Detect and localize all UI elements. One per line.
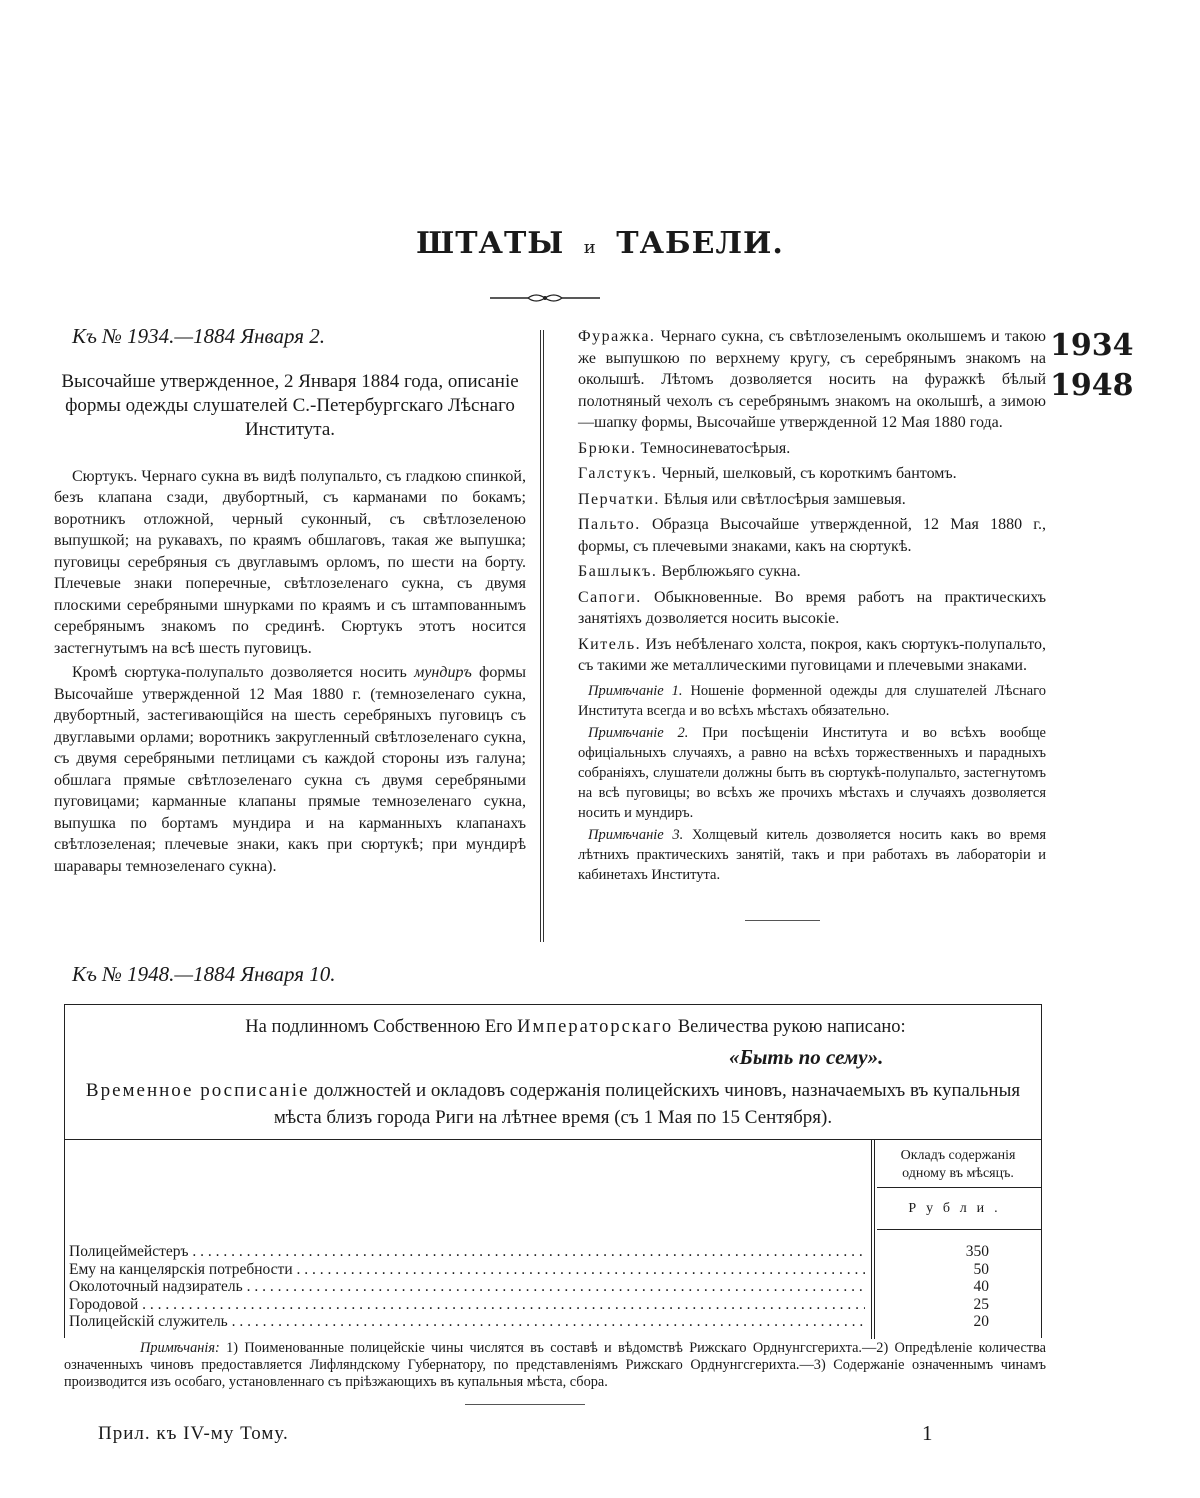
- unit-column-header: Рубли.: [908, 1201, 1008, 1216]
- left-column: [54, 326, 526, 880]
- item-perchatki: Перчатки. Бѣлыя или свѣтлосѣрыя замшевыя.: [578, 490, 906, 508]
- item-kitel: Китель. Изъ небѣленаго холста, покроя, какъ сюртукъ-полупальто, съ такими же металлическими пуговицами и плечевыми знаками.: [578, 635, 1047, 674]
- footnote-label: Примѣчанія:: [140, 1340, 220, 1356]
- paragraph-mundir-rest: формы Высочайше утвержденной 12 Мая 1880 г. (темнозеленаго сукна, двубортный, застегивающійся на шесть серебряныхъ пуговицъ съ двуглавыми орлами; воротникъ закругленный свѣтлозеленаго сукна, съ двумя серебряными петлицами съ каждой стороны изъ галуна; обшлага прямые свѣтлозеленаго сукна съ двумя серебряными пуговицами; карманные клапаны прямые темнозеленаго сукна, выпушка по бортамъ мундира и на карманныхъ клапанахъ свѣтлозеленая; плечевые знаки, какъ при сюртукѣ; при мундирѣ шаравары темнозеленаго сукна).: [54, 664, 527, 875]
- item-galstuk: Галстукъ. Черный, шелковый, съ короткимъ бантомъ.: [578, 465, 957, 482]
- footnote-rule: [465, 1404, 585, 1405]
- paragraph-surtuk: Сюртукъ. Чернаго сукна въ видѣ полупальто, съ гладкою спинкой, безъ клапана сзади, двубортный, съ карманами по бокамъ; воротникъ отложной, черный суконный, съ свѣтлозеленою выпушкой; на рукавахъ, по краямъ обшлаговъ, такая же выпушка; пуговицы серебряныя съ двуглавымъ орломъ, по шести на борту. Плечевые знаки поперечные, свѣтлозеленаго сукна, съ двумя плоскими серебряными шнурками по краямъ и съ штампованнымъ серебрянымъ знакомъ по срединѣ. Сюртукъ этотъ носится застегнутымъ на всѣ шесть пуговицъ.: [54, 467, 526, 657]
- decree-reference-1934: Къ № 1934.—1884 Января 2.: [72, 324, 325, 348]
- table-rows: [69, 1243, 1043, 1331]
- note-2: Примѣчаніе 2. При посѣщеніи Института и во всѣхъ вообще офиціальныхъ случаяхъ, а равно на всѣхъ торжественныхъ и парадныхъ собраніяхъ, слушатели должны быть въ сюртукѣ-полупальто, застегнутомъ на всѣ пуговицы; во всѣхъ же прочихъ мѣстахъ и случаяхъ дозволяется носить и мундиръ.: [578, 724, 1046, 821]
- margin-number-1948: 1948: [1050, 368, 1134, 403]
- table-title: Временное росписаніе должностей и окладовъ содержанія полицейскихъ чиновъ, назначаемыхъ въ купальныя мѣста близъ города Риги на лѣтнее время (съ 1 Мая по 15 Сентября).: [85, 1080, 1021, 1128]
- table-footnote: [64, 1340, 1046, 1391]
- column-divider: [540, 330, 544, 942]
- table-row: Околоточный надзиратель . . . 40: [69, 1278, 1043, 1296]
- paragraph-mundir: [54, 662, 526, 877]
- paragraph-mundir-start: Кромѣ сюртука-полупальто дозволяется носить: [72, 664, 407, 681]
- section-rule: [745, 920, 820, 921]
- item-bashlyk: Башлыкъ. Верблюжьяго сукна.: [578, 563, 801, 580]
- item-sapogi: Сапоги. Обыкновенные. Во время работъ на практическихъ занятіяхъ дозволяется носить высокіе.: [578, 588, 1047, 627]
- footnote-text: 1) Поименованные полицейскіе чины числятся въ составѣ и вѣдомствѣ Рижскаго Орднунгсгерихта.—2) Опредѣленіе количества означенныхъ чиновъ предоставляется Лифляндскому Губернатору, по представленіямъ Рижскаго Орднунгсгерихта.—3) Содержаніе означеннымъ чинамъ производится изъ особаго, установленнаго съ пріѣзжающихъ въ купальныя мѣста, сбора.: [64, 1340, 1047, 1390]
- note-3: Примѣчаніе 3. Холщевый китель дозволяется носить какъ во время лѣтнихъ практическихъ занятій, такъ и при работахъ въ лабораторіи и кабинетахъ Института.: [578, 826, 1046, 883]
- table-row: Городовой . . . 25: [69, 1296, 1043, 1314]
- staff-table-box: [64, 1004, 1042, 1338]
- salary-column-header: Окладъ содержанія одному въ мѣсяцъ.: [900, 1148, 1016, 1181]
- item-furazhka: Фуражка. Чернаго сукна, съ свѣтлозеленымъ околышемъ и такою же выпушкою по верхнему кругу, съ серебрянымъ знакомъ на околышѣ. Лѣтомъ дозволяется носить на фуражкѣ бѣлый полотняный чехолъ съ серебрянымъ знакомъ на околышѣ, а зимою—шапку формы, Высочайше утвержденной 12 Мая 1880 года.: [578, 328, 1046, 431]
- title-word-1: ШТАТЫ: [416, 226, 565, 261]
- table-row: Ему на канцелярскія потребности . . . 50: [69, 1261, 1043, 1279]
- imperial-resolution: «Быть по сему».: [729, 1045, 884, 1069]
- title-word-2: ТАБЕЛИ.: [616, 226, 784, 261]
- item-bryuki: Брюки. Темносиневатосѣрыя.: [578, 439, 791, 457]
- decree-title: Высочайше утвержденное, 2 Января 1884 года, описаніе формы одежды слушателей С.-Петербургскаго Лѣснаго Института.: [61, 370, 519, 440]
- margin-number-1934: 1934: [1050, 328, 1134, 363]
- paragraph-mundir-emphasis: мундиръ: [414, 664, 472, 681]
- unit-header-rule: [877, 1229, 1041, 1230]
- right-column: [578, 326, 1046, 887]
- margin-numbers: [1050, 326, 1134, 406]
- title-conjunction: и: [583, 237, 597, 258]
- ornament-divider-icon: [490, 290, 600, 306]
- imperial-inscription: На подлинномъ Собственною Его Императорскаго Величества рукою написано:: [245, 1017, 906, 1037]
- table-row: Полицейскій служитель . . . 20: [69, 1313, 1043, 1331]
- item-palto: Пальто. Образца Высочайше утвержденной, 12 Мая 1880 г., формы, съ плечевыми знаками, какъ на сюртукѣ.: [578, 516, 1047, 555]
- note-1: Примѣчаніе 1. Ношеніе форменной одежды для слушателей Лѣснаго Института всегда и во всѣхъ мѣстахъ обязательно.: [578, 682, 1046, 719]
- table-header-rule: [65, 1139, 1041, 1140]
- page-title: [0, 226, 1200, 261]
- table-row: Полицеймейстеръ . . . 350: [69, 1243, 1043, 1261]
- salary-header-rule: [877, 1187, 1041, 1188]
- decree-reference-1948: Къ № 1948.—1884 Января 10.: [72, 962, 336, 986]
- volume-label: Прил. къ IV-му Тому.: [98, 1423, 289, 1444]
- page-number: 1: [922, 1421, 933, 1445]
